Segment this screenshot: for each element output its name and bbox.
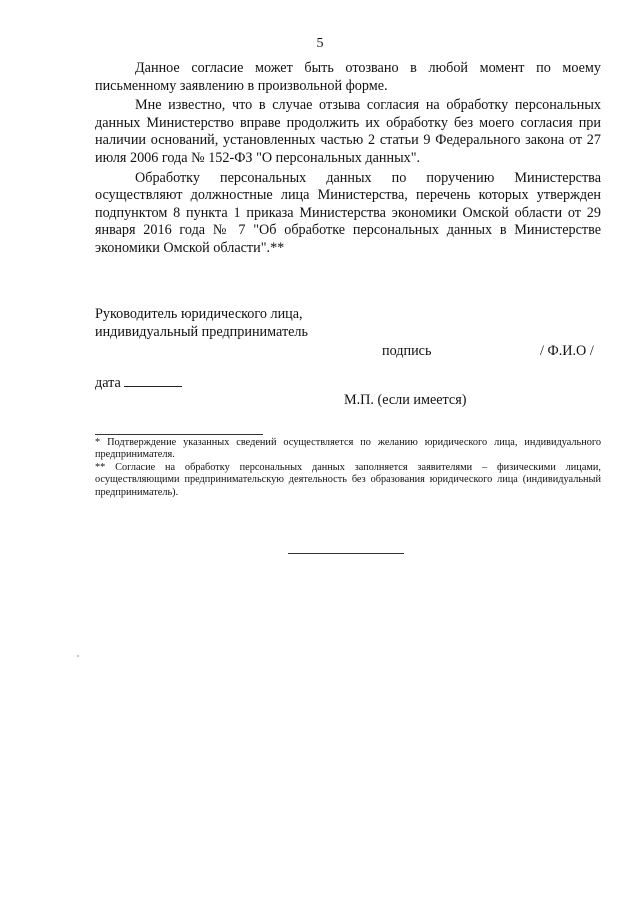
date-label: дата — [95, 375, 121, 391]
footnote-separator — [95, 434, 263, 435]
paragraph-revocation: Данное согласие может быть отозвано в любой момент по моему письменному заявлению в произвольной форме. — [95, 60, 601, 94]
signer-role-line2: индивидуальный предприниматель — [95, 324, 308, 340]
footnotes — [95, 437, 601, 499]
date-blank — [124, 374, 182, 387]
name-label: / Ф.И.О / — [540, 343, 594, 359]
footnote-1: * Подтверждение указанных сведений осуществляется по желанию юридического лица, индивидуального предпринимателя. — [95, 437, 601, 461]
footnote-2: ** Согласие на обработку персональных данных заполняется заявителями – физическими лицами, осуществляющими предпринимательскую деятельность без образования юридического лица (индивидуальный предприниматель). — [95, 461, 601, 498]
signer-role-line1: Руководитель юридического лица, — [95, 306, 303, 322]
scan-speck — [77, 655, 79, 657]
date-field — [95, 374, 182, 393]
paragraph-processing-continuation: Мне известно, что в случае отзыва согласия на обработку персональных данных Министерство вправе продолжить их обработку без моего согласия при наличии оснований, установленных частью 2 статьи 9 Федерального закона от 27 июля 2006 года № 152-ФЗ "О персональных данных". — [95, 97, 601, 166]
page-number: 5 — [316, 36, 324, 51]
end-of-document-rule — [288, 553, 404, 554]
signature-label: подпись — [382, 343, 432, 359]
body-text — [95, 60, 601, 260]
seal-label: М.П. (если имеется) — [344, 392, 467, 408]
paragraph-authorized-officials: Обработку персональных данных по поручению Министерства осуществляют должностные лица Министерства, перечень которых утвержден подпунктом 8 пункта 1 приказа Министерства экономики Омской области от 29 января 2016 года № 7 "Об обработке персональных данных в Министерстве экономики Омской области".** — [95, 169, 601, 256]
